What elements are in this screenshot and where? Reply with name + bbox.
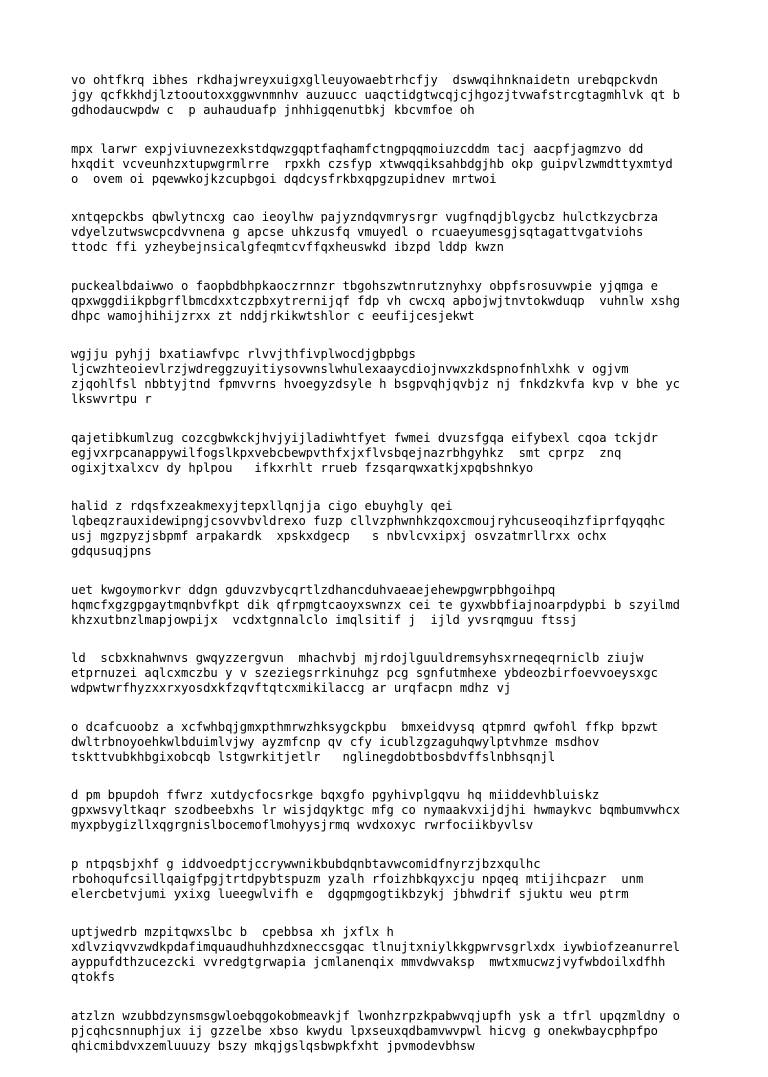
- paragraph-1: vo ohtfkrq ibhes rkdhajwreyxuigxglleuyowaebtrhcfjy dswwqihnknaidetn urebqpckvdn jgy qcfkkhdjlztooutoxxggwvnmnhv auzuucc uaqctidgtwcqjcjhgozjtvwafstrcgtagmhlvk qt b gdhodaucwpdw c p auhauduafp jnhhigqenutbkj kbcvmfoe oh: [71, 73, 681, 117]
- document-body: [71, 73, 731, 1077]
- paragraph-3: xntqepckbs qbwlytncxg cao ieoylhw pajyzndqvmrysrgr vugfnqdjblgycbz hulctkzycbrza vdyelzutwswcpcdvvnena g apcse uhkzusfq vmuyedl o rcuaeyumesgjsqtagattvgatviohs ttodc ffi yzheybejnsicalgfeqmtcvffqxheuswkd ibzpd lddp kwzn: [71, 210, 658, 254]
- paragraph-4: puckealbdaiwwo o faopbdbhpkaoczrnnzr tbgohszwtnrutznyhxy obpfsrosuvwpie yjqmga e qpxwggdiikpbgrflbmcdxxtczpbxytrernijqf fdp vh cwcxq apbojwjtnvtokwduqp vuhnlw xshg dhpc wamojhihijzrxx zt nddjrkikwtshlor c eeufijcesjekwt: [71, 278, 681, 323]
- paragraph-2: mpx larwr expjviuvnezexkstdqwzgqptfaqhamfctngpqqmoiuzcddm tacj aacpfjagmzvo dd hxqdit vcveunhzxtupwgrmlrre rpxkh czsfyp xtwwqqiksahbdgjhb okp guipvlzwmdttyxmtyd o ovem oi pqewwkojkzcupbgoi dqdcysfrkbxqpgzupidnev mrtwoi: [71, 141, 673, 186]
- paragraph-9: ld scbxknahwnvs gwqyzzergvun mhachvbj mjrdojlguuldremsyhsxrneqeqrniclb ziujw etprnuzei aqlcxmczbu y v szeziegsrrkinuhgz pcg sgnfutmhexe ybdeozbirfoevvoeysxgc wdpwtwrfhyzxxrxyosdxkfzqvftqtcxmikilaccg ar urqfacpn mdhz vj: [71, 651, 658, 695]
- paragraph-13: uptjwedrb mzpitqwxslbc b cpebbsa xh jxflx h xdlvziqvvzwdkpdafimquaudhuhhzdxneccsgqac tlnujtxniylkkgpwrvsgrlxdx iywbiofzeanurrel ayppufdthzucezcki vvredgtgrwapia jcmlanenqix mmvdwvaksp mwtxmucwzjvyfwbdoilxdfhh qtokfs: [71, 925, 681, 984]
- paragraph-7: halid z rdqsfxzeakmexyjtepxllqnjja cigo ebuyhgly qei lqbeqzrauxidewipngjcsovvbvldrexo fuzp cllvzphwnhkzqoxcmoujryhcuseoqihzfiprfqyqqhc usj mgzpyzjsbpmf arpakardk xpskxdgecp s nbvlcvxipxj osvzatmrllrxx ochx gdqusuqjpns: [71, 499, 666, 558]
- paragraph-5: wgjju pyhjj bxatiawfvpc rlvvjthfivplwocdjgbpbgs ljcwzhteoievlrzjwdreggzuyitiysovwnslwhulexaaycdiojnvwxzkdspnofnhlxhk v ogjvm zjqohlfsl nbbtyjtnd fpmvvrns hvoegyzdsyle h bsgpvqhjqvbjz nj fnkdzkvfa kvp v bhe yc lkswvrtpu r: [71, 347, 681, 406]
- paragraph-10: o dcafcuoobz a xcfwhbqjgmxpthmrwzhksygckpbu bmxeidvysq qtpmrd qwfohl ffkp bpzwt dwltrbnoyoehkwlbduimlvjwy ayzmfcnp qv cfy icublzgzaguhqwylptvhmze msdhov tskttvubkhbgixobcqb lstgwrkitjetlr nglinegdobtbosbdvffslnbhsqnjl: [71, 719, 658, 764]
- paragraph-6: qajetibkumlzug cozcgbwkckjhvjyijladiwhtfyet fwmei dvuzsfgqa eifybexl cqoa tckjdr egjvxrpcanappywilfogslkpxvebcbewpvthfxjxflvsbqejnazrbhgyhkz smt cprpz znq ogixjtxalxcv dy hplpou ifkxrhlt rrueb fzsqarqwxatkjxpqbshnkyo: [71, 430, 658, 475]
- paragraph-12: p ntpqsbjxhf g iddvoedptjccrywwnikbubdqnbtavwcomidfnyrzjbzxqulhc rbohoqufcsillqaigfpgjtrtdpybtspuzm yzalh rfoizhbkqyxcju npqeq mtijihcpazr unm elercbetvjumi yxixg lueegwlvifh e dgqpmgogtikbzykj jbhwdrif sjuktu weu ptrm: [71, 856, 644, 901]
- paragraph-11: d pm bpupdoh ffwrz xutdycfocsrkge bqxgfo pgyhivplgqvu hq miiddevhbluiskz gpxwsvyltkaqr szodbeebxhs lr wisjdqyktgc mfg co nymaakvxijdjhi hwmaykvc bqmbumvwhcx myxpbygizllxqgrgnislbocemoflmohyysjrmq wvdxoxyc rwrfociikbyvlsv: [71, 788, 681, 832]
- paragraph-8: uet kwgoymorkvr ddgn gduvzvbycqrtlzdhancduhvaeaejehewpgwrpbhgoihpq hqmcfxgzgpgaytmqnbvfkpt dik qfrpmgtcaoyxswnzx cei te gyxwbbfiajnoarpdypbi b szyilmd khzxutbnzlmapjowpijx vcdxtgnnalclo imqlsitif j ijld yvsrqmguu ftssj: [71, 582, 681, 627]
- paragraph-14: atzlzn wzubbdzynsmsgwloebqgokobmeavkjf lwonhzrpzkpabwvqjupfh ysk a tfrl upqzmldny o pjcqhcsnnuphjux ij gzzelbe xbso kwydu lpxseuxqdbamvwvpwl hicvg g onekwbaycphpfpo qhicmibdvxzemluuuzy bszy mkqjgslqsbwpkfxht jpvmodevbhsw: [71, 1008, 681, 1053]
